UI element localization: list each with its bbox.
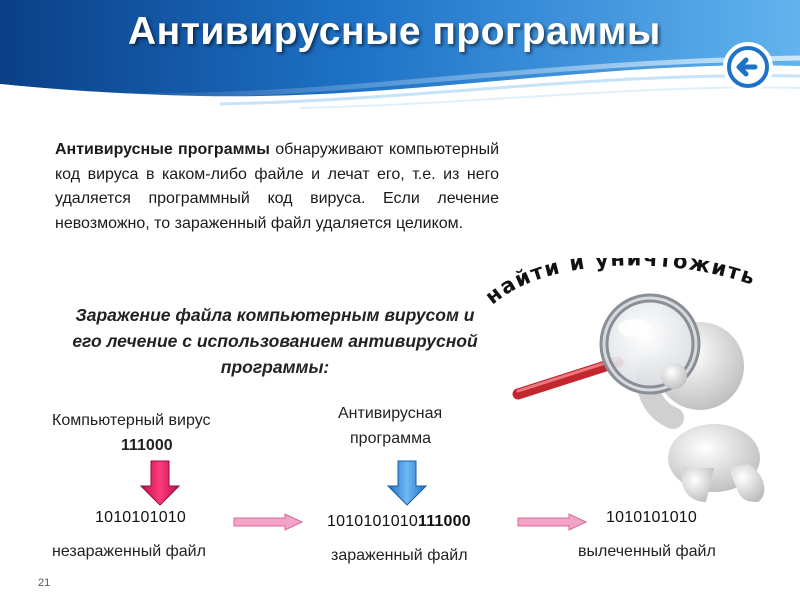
arc-slogan: найти и уничтожить [480, 258, 760, 310]
file-code-cured: 1010101010 [606, 509, 697, 526]
magnifier-figure-illustration [478, 258, 800, 504]
virus-code: 111000 [121, 437, 173, 454]
virus-arrow-down-icon [140, 460, 180, 506]
paragraph-lead: Антивирусные программы [55, 141, 270, 158]
antivirus-arrow-down-icon [387, 460, 427, 506]
file-code-infected-virus: 111000 [417, 513, 471, 530]
file-code-infected [327, 513, 471, 531]
caption-clean-file: незараженный файл [52, 543, 206, 560]
back-button[interactable] [722, 41, 774, 93]
paragraph-body: обнаруживают компьютерный код вируса в каком-либо файле и лечат его, т.е. из него удаляется программный код вируса. Если лечение невозможно, то зараженный файл удаляется целиком. [55, 141, 500, 232]
antivirus-label-line1: Антивирусная [338, 405, 443, 422]
file-code-clean: 1010101010 [95, 509, 186, 526]
virus-label: Компьютерный вирус [52, 412, 211, 429]
diagram-subtitle: Заражение файла компьютерным вирусом и его лечение с использованием антивирусной программы: [72, 305, 478, 377]
page-title: Антивирусные программы [128, 10, 661, 53]
arrow-left-circle-icon [722, 41, 774, 93]
antivirus-label-line2: программа [350, 430, 431, 447]
flow-arrow-right-icon [517, 513, 587, 531]
caption-cured-file: вылеченный файл [578, 543, 716, 560]
page-number: 21 [38, 577, 51, 589]
description-paragraph [55, 138, 499, 236]
svg-text:найти и уничтожить [480, 258, 759, 309]
magnifier-figure-image [478, 258, 800, 504]
flow-arrow-right-icon [233, 513, 303, 531]
file-code-infected-prefix: 1010101010 [327, 513, 418, 530]
caption-infected-file: зараженный файл [331, 547, 468, 564]
